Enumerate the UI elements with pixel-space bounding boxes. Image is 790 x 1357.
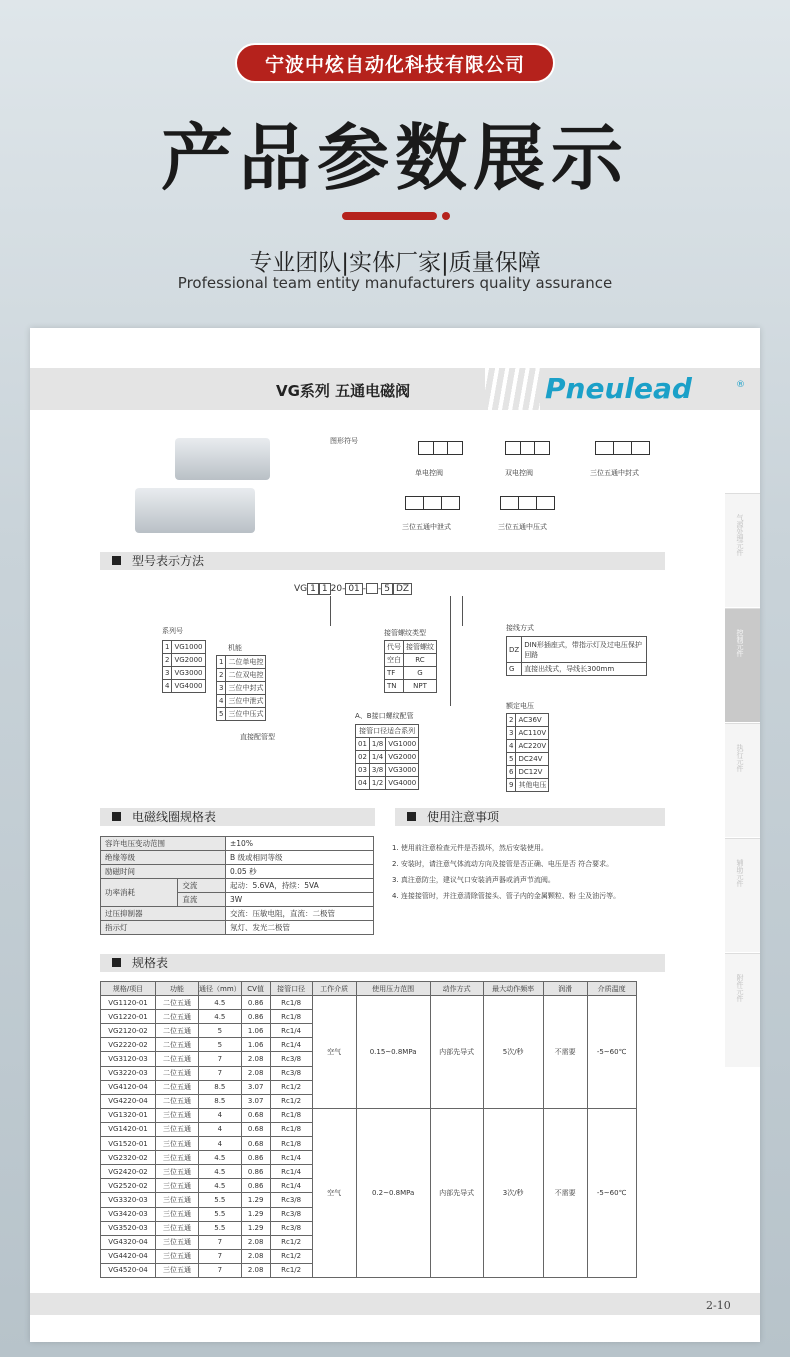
subtitle-english: Professional team entity manufacturers quality assurance — [177, 274, 613, 292]
spec-merged-cell: 5次/秒 — [483, 996, 543, 1109]
series-table: 1 VG1000 2 VG2000 3 VG3000 4 VG4000 — [162, 640, 206, 693]
wiring-label: 接线方式 — [506, 624, 534, 632]
note-item: 3. 真注意防尘，建议气口安装消声器或消声节流阀。 — [392, 876, 555, 884]
spec-merged-cell: 不需要 — [543, 996, 587, 1109]
title-underline — [342, 212, 437, 220]
spec-table — [100, 981, 637, 1278]
connector-line — [450, 596, 451, 706]
symbol-label: 单电控阀 — [415, 469, 443, 477]
table-row: VG1220-01 二位五通 4.5 0.86 Rc1/8 — [101, 1010, 637, 1024]
section-title: 规格表 — [132, 956, 169, 970]
thread-type-table: 代号 接管螺纹 空白 RC TF G TN NPT — [384, 640, 437, 693]
section-usage-notes — [395, 808, 665, 826]
page-number: 2-10 — [706, 1299, 731, 1312]
spec-header-row: 规格/项目 功能 通径（mm） CV值 接管口径 工作介质 使用压力范围 动作方式 最大动作频率 润滑 介质温度 — [101, 982, 637, 996]
voltage-table: 2 AC36V 3 AC110V 4 AC220V 5 DC24V 6 DC12V 9 其他电压 — [506, 713, 549, 792]
section-spec-table — [100, 954, 665, 972]
side-tab-label: 控制元件 — [736, 629, 744, 657]
note-item: 4. 连接接管时，并注意清除管接头、管子内的金属颗粒、粉 尘及油污等。 — [392, 892, 621, 900]
table-row: VG4420-04 三位五通 7 2.08 Rc1/2 — [101, 1249, 637, 1263]
table-row: VG1420-01 三位五通 4 0.68 Rc1/8 — [101, 1122, 637, 1136]
wiring-table: DZ DIN形插座式，带指示灯及过电压保护回路 G 直接出线式，导线长300mm — [506, 636, 647, 676]
catalog-page — [30, 328, 760, 1342]
symbol-single-solenoid — [418, 441, 463, 455]
port-thread-table: 接管口径适合系列 01 1/8 VG1000 02 1/4 VG2000 03 3/8 VG3000 04 1/2 VG4000 — [355, 724, 419, 790]
company-name-badge: 宁波中炫自动化科技有限公司 — [235, 43, 555, 83]
table-row: VG4520-04 三位五通 7 2.08 Rc1/2 — [101, 1263, 637, 1277]
table-row: VG4320-04 三位五通 7 2.08 Rc1/2 — [101, 1235, 637, 1249]
brand-registered-mark: ® — [736, 380, 745, 390]
side-tab-control[interactable] — [725, 608, 760, 722]
page-title: 产品参数展示 — [160, 116, 629, 200]
table-row: VG4220-04 二位五通 8.5 3.07 Rc1/2 — [101, 1094, 637, 1108]
symbol-label: 三位五通中泄式 — [402, 523, 451, 531]
usage-notes — [392, 840, 620, 904]
symbol-heading: 图形符号 — [330, 437, 358, 445]
side-tab-label: 执行元件 — [736, 744, 744, 772]
model-code-string: VG 1 1 20- 01 - - 5 DZ — [294, 583, 412, 594]
table-row: VG3520-03 三位五通 5.5 1.29 Rc3/8 — [101, 1221, 637, 1235]
table-row: VG3320-03 三位五通 5.5 1.29 Rc3/8 — [101, 1193, 637, 1207]
catalog-title: VG系列 五通电磁阀 — [276, 382, 411, 400]
table-row: VG3420-03 三位五通 5.5 1.29 Rc3/8 — [101, 1207, 637, 1221]
spec-merged-cell: 不需要 — [543, 1108, 587, 1277]
catalog-footer-band — [30, 1293, 760, 1315]
brand-logo: Pneulead — [545, 372, 692, 405]
thread-type-label: 接管螺纹类型 — [384, 629, 426, 637]
table-row: VG1520-01 三位五通 4 0.68 Rc1/8 — [101, 1137, 637, 1151]
subtitle-chinese: 专业团队|实体厂家|质量保障 — [249, 250, 541, 276]
function-table: 1 二位单电控 2 二位双电控 3 三位中封式 4 三位中泄式 5 三位中压式 — [216, 655, 266, 721]
table-row: VG2520-02 三位五通 4.5 0.86 Rc1/4 — [101, 1179, 637, 1193]
spec-merged-cell: 0.15~0.8MPa — [356, 996, 430, 1109]
table-row: VG1320-01 三位五通 4 0.68 Rc1/8 空气 0.2~0.8MPa 内部先导式 3次/秒 不需要 -5~60℃ — [101, 1108, 637, 1122]
series-label: 系列号 — [162, 627, 183, 635]
valve-product-image-1 — [175, 438, 270, 480]
symbol-double-solenoid — [505, 441, 550, 455]
table-row: VG2120-02 二位五通 5 1.06 Rc1/4 — [101, 1024, 637, 1038]
spec-merged-cell: 空气 — [312, 996, 356, 1109]
symbol-label: 双电控阀 — [505, 469, 533, 477]
table-row: VG3220-03 二位五通 7 2.08 Rc3/8 — [101, 1066, 637, 1080]
section-title: 电磁线圈规格表 — [132, 810, 217, 824]
table-row: VG3120-03 二位五通 7 2.08 Rc3/8 — [101, 1052, 637, 1066]
symbol-exhaust-center — [405, 496, 460, 510]
function-label: 机能 — [228, 644, 242, 652]
spec-merged-cell: 0.2~0.8MPa — [356, 1108, 430, 1277]
section-title: 使用注意事项 — [427, 810, 500, 824]
side-tab-auxiliary[interactable] — [725, 838, 760, 952]
side-tab-label: 附件元件 — [736, 974, 744, 1002]
symbol-closed-center — [595, 441, 650, 455]
section-model-code — [100, 552, 665, 570]
table-row: VG2220-02 二位五通 5 1.06 Rc1/4 — [101, 1038, 637, 1052]
side-tab-accessory[interactable] — [725, 953, 760, 1067]
table-row: VG4120-04 二位五通 8.5 3.07 Rc1/2 — [101, 1080, 637, 1094]
side-tab-air-treatment[interactable] — [725, 493, 760, 607]
symbol-label: 三位五通中压式 — [498, 523, 547, 531]
spec-merged-cell: 3次/秒 — [483, 1108, 543, 1277]
note-item: 2. 安装时，请注意气体流动方向及接管是否正确、电压是否 符合要求。 — [392, 860, 614, 868]
section-title: 型号表示方法 — [132, 554, 205, 568]
spec-merged-cell: 内部先导式 — [430, 1108, 483, 1277]
spec-merged-cell: 空气 — [312, 1108, 356, 1277]
direct-pipe-label: 直接配管型 — [240, 733, 275, 741]
symbol-label: 三位五通中封式 — [590, 469, 639, 477]
spec-merged-cell: -5~60℃ — [587, 1108, 636, 1277]
side-tab-actuator[interactable] — [725, 723, 760, 837]
symbol-pressure-center — [500, 496, 555, 510]
port-thread-label: A、B接口螺纹配管 — [355, 712, 414, 720]
voltage-label: 额定电压 — [506, 702, 534, 710]
table-row: VG2420-02 三位五通 4.5 0.86 Rc1/4 — [101, 1165, 637, 1179]
spec-merged-cell: -5~60℃ — [587, 996, 636, 1109]
table-row: VG2320-02 三位五通 4.5 0.86 Rc1/4 — [101, 1151, 637, 1165]
title-underline-dot — [442, 212, 450, 220]
coil-spec-table: 容许电压变动范围 ±10% 绝缘等级 B 级或相同等级 励磁时间 0.05 秒 功率消耗 交流 起动：5.6VA，持续：5VA 直流 3W 过压抑制器 交流：压敏电阻，直流：二极管 指示灯 氖灯、发光二极管 — [100, 836, 374, 935]
table-row: VG1120-01 二位五通 4.5 0.86 Rc1/8 空气 0.15~0.8MPa 内部先导式 5次/秒 不需要 -5~60℃ — [101, 996, 637, 1010]
connector-line — [462, 596, 463, 626]
section-coil-spec — [100, 808, 375, 826]
valve-product-image-2 — [135, 488, 255, 533]
side-tab-label: 辅助元件 — [736, 859, 744, 887]
side-tab-label: 气源处理元件 — [736, 514, 744, 556]
header-stripes — [485, 368, 540, 410]
spec-merged-cell: 内部先导式 — [430, 996, 483, 1109]
connector-line — [330, 596, 331, 626]
note-item: 1. 使用前注意检查元件是否损坏，然后安装使用。 — [392, 844, 548, 852]
